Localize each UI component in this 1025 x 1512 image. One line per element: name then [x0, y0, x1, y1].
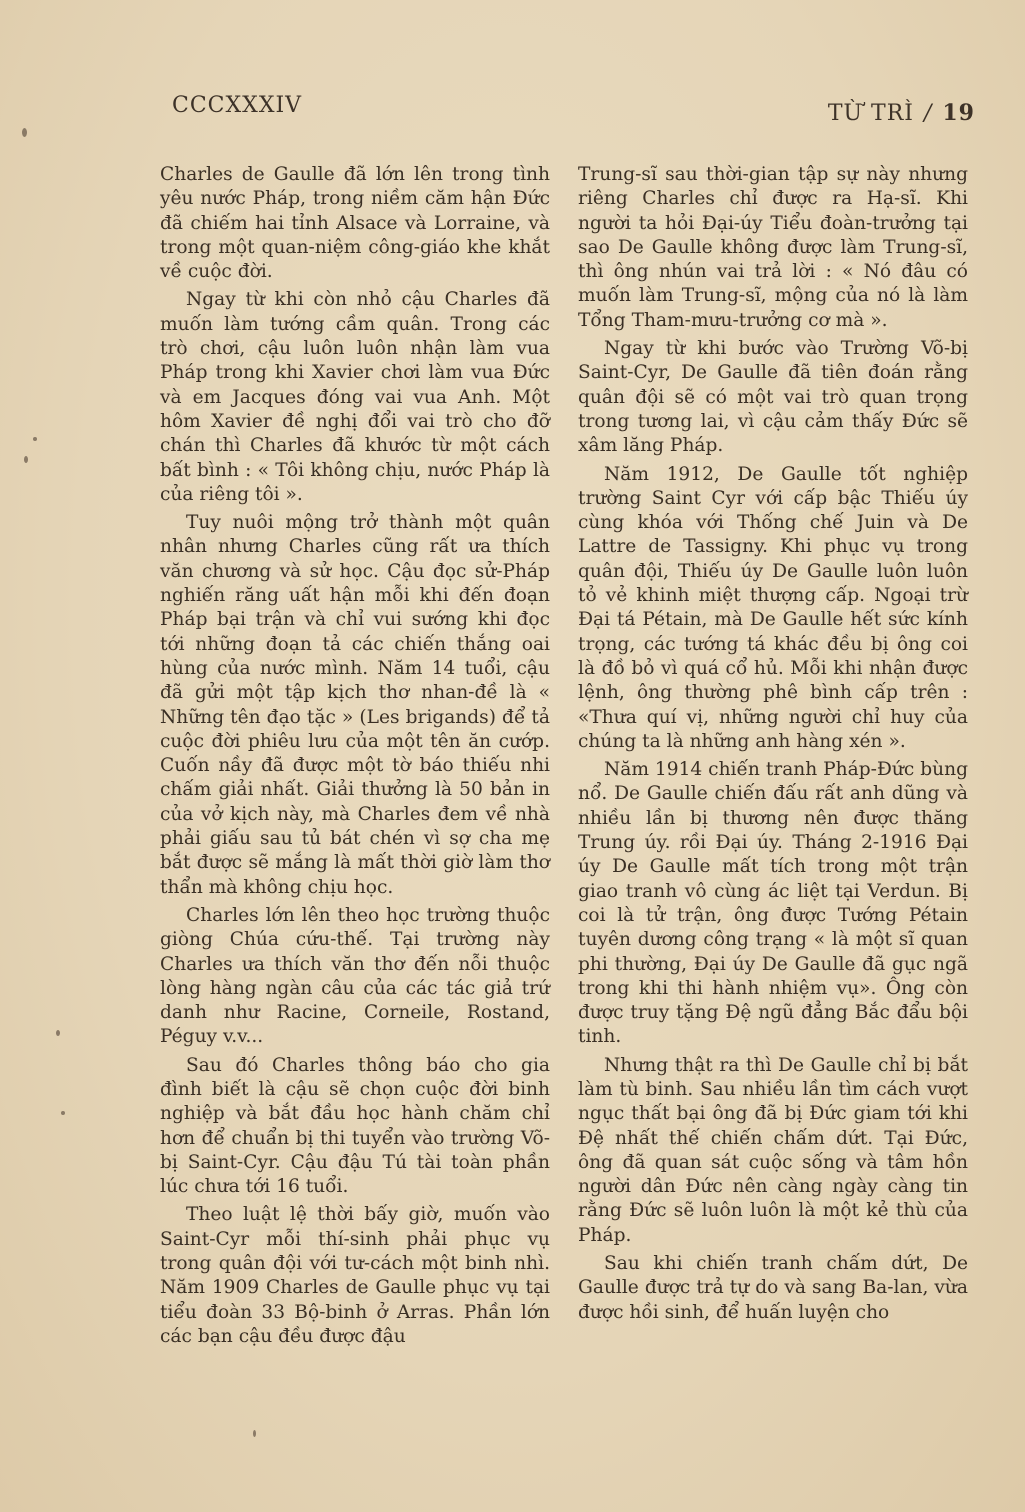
- paragraph: Tuy nuôi mộng trở thành một quân nhân nhưng Charles cũng rất ưa thích văn chương và sử học. Cậu đọc sử-Pháp nghiến răng uất hận mỗi khi đến đoạn Pháp bại trận và chỉ vui sướng khi đọc tới những đoạn tả các chiến thắng oai hùng của nước mình. Năm 14 tuổi, cậu đã gửi một tập kịch thơ nhan-đề là « Những tên đạo tặc » (Les brigands) để tả cuộc đời phiêu lưu của một tên ăn cướp. Cuốn nầy đã được một tờ báo thiếu nhi chấm giải nhất. Giải thưởng là 50 bản in của vở kịch này, mà Charles đem về nhà phải giấu sau tủ bát chén vì sợ cha mẹ bắt được sẽ mắng là mất thời giờ làm thơ thẩn mà không chịu học.: [160, 512, 550, 898]
- paper-speck: [24, 456, 28, 463]
- page-number: 19: [942, 100, 975, 126]
- journal-title: TỪ TRÌ: [827, 101, 914, 126]
- issue-number: CCCXXXIV: [172, 93, 303, 118]
- paper-speck: [22, 128, 27, 137]
- paragraph: Theo luật lệ thời bấy giờ, muốn vào Saint-Cyr mỗi thí-sinh phải phục vụ trong quân đội với tư-cách một binh nhì. Năm 1909 Charles de Gaulle phục vụ tại tiểu đoàn 33 Bộ-binh ở Arras. Phần lớn các bạn cậu đều được đậu: [160, 1204, 550, 1347]
- paragraph: Charles de Gaulle đã lớn lên trong tình yêu nước Pháp, trong niềm căm hận Đức đã chiếm hai tỉnh Alsace và Lorraine, và trong một quan-niệm công-giáo khe khắt về cuộc đời.: [160, 164, 550, 283]
- paper-speck: [33, 437, 37, 441]
- right-column: [578, 163, 968, 1329]
- paper-speck: [56, 1030, 60, 1036]
- page-header: [828, 100, 975, 126]
- paragraph: Trung-sĩ sau thời-gian tập sự này nhưng riêng Charles chỉ được ra Hạ-sĩ. Khi người ta hỏi Đại-úy Tiểu đoàn-trưởng tại sao De Gaulle không được làm Trung-sĩ, thì ông nhún vai trả lời : « Nó đâu có muốn làm Trung-sĩ, mộng của nó là làm Tổng Tham-mưu-trưởng cơ mà ».: [578, 164, 968, 331]
- paragraph: Sau khi chiến tranh chấm dứt, De Gaulle được trả tự do và sang Ba-lan, vừa được hồi sinh, để huấn luyện cho: [578, 1253, 968, 1323]
- header-separator: /: [923, 101, 933, 126]
- paragraph: Ngay từ khi còn nhỏ cậu Charles đã muốn làm tướng cầm quân. Trong các trò chơi, cậu luôn luôn nhận làm vua Pháp trong khi Xavier chơi làm vua Đức và em Jacques đóng vai vua Anh. Một hôm Xavier đề nghị đổi vai trò cho đỡ chán thì Charles đã khước từ một cách bất bình : « Tôi không chịu, nước Pháp là của riêng tôi ».: [160, 289, 550, 505]
- paragraph: Năm 1912, De Gaulle tốt nghiệp trường Saint Cyr với cấp bậc Thiếu úy cùng khóa với Thống chế Juin và De Lattre de Tassigny. Khi phục vụ trong quân đội, Thiếu úy De Gaulle luôn luôn tỏ vẻ khinh miệt thượng cấp. Ngoại trừ Đại tá Pétain, mà De Gaulle hết sức kính trọng, các tướng tá khác đều bị ông coi là đồ bỏ vì quá cổ hủ. Mỗi khi nhận được lệnh, ông thường phê bình cấp trên : «Thưa quí vị, những người chỉ huy của chúng ta là những anh hàng xén ».: [578, 463, 968, 752]
- paragraph: Sau đó Charles thông báo cho gia đình biết là cậu sẽ chọn cuộc đời binh nghiệp và bắt đầu học hành chăm chỉ hơn để chuẩn bị thi tuyển vào trường Võ-bị Saint-Cyr. Cậu đậu Tú tài toàn phần lúc chưa tới 16 tuổi.: [160, 1054, 550, 1198]
- left-column: [160, 163, 550, 1353]
- paragraph: Nhưng thật ra thì De Gaulle chỉ bị bắt làm tù binh. Sau nhiều lần tìm cách vượt ngục thất bại ông đã bị Đức giam tới khi Đệ nhất thế chiến chấm dứt. Tại Đức, ông đã quan sát cuộc sống và tâm hồn người dân Đức nên càng ngày càng tin rằng Đức sẽ luôn luôn là một kẻ thù của Pháp.: [578, 1054, 968, 1246]
- paragraph: Ngay từ khi bước vào Trường Võ-bị Saint-Cyr, De Gaulle đã tiên đoán rằng quân đội sẽ có một vai trò quan trọng trong tương lai, vì cậu cảm thấy Đức sẽ xâm lăng Pháp.: [578, 338, 968, 457]
- paper-speck: [253, 1430, 256, 1437]
- paper-speck: [61, 1111, 65, 1115]
- paragraph: Charles lớn lên theo học trường thuộc giòng Chúa cứu-thế. Tại trường này Charles ưa thích văn thơ đến nỗi thuộc lòng hàng ngàn câu của các tác giả trứ danh như Racine, Corneile, Rostand, Péguy v.v...: [160, 904, 550, 1048]
- paragraph: Năm 1914 chiến tranh Pháp-Đức bùng nổ. De Gaulle chiến đấu rất anh dũng và nhiều lần bị thương nên được thăng Trung úy. rồi Đại úy. Tháng 2-1916 Đại úy De Gaulle mất tích trong một trận giao tranh vô cùng ác liệt tại Verdun. Bị coi là tử trận, ông được Tướng Pétain tuyên dương công trạng « là một sĩ quan phi thường, Đại úy De Gaulle đã gục ngã trong khi thi hành nhiệm vụ». Ông còn được truy tặng Đệ ngũ đẳng Bắc đẩu bội tinh.: [578, 759, 968, 1048]
